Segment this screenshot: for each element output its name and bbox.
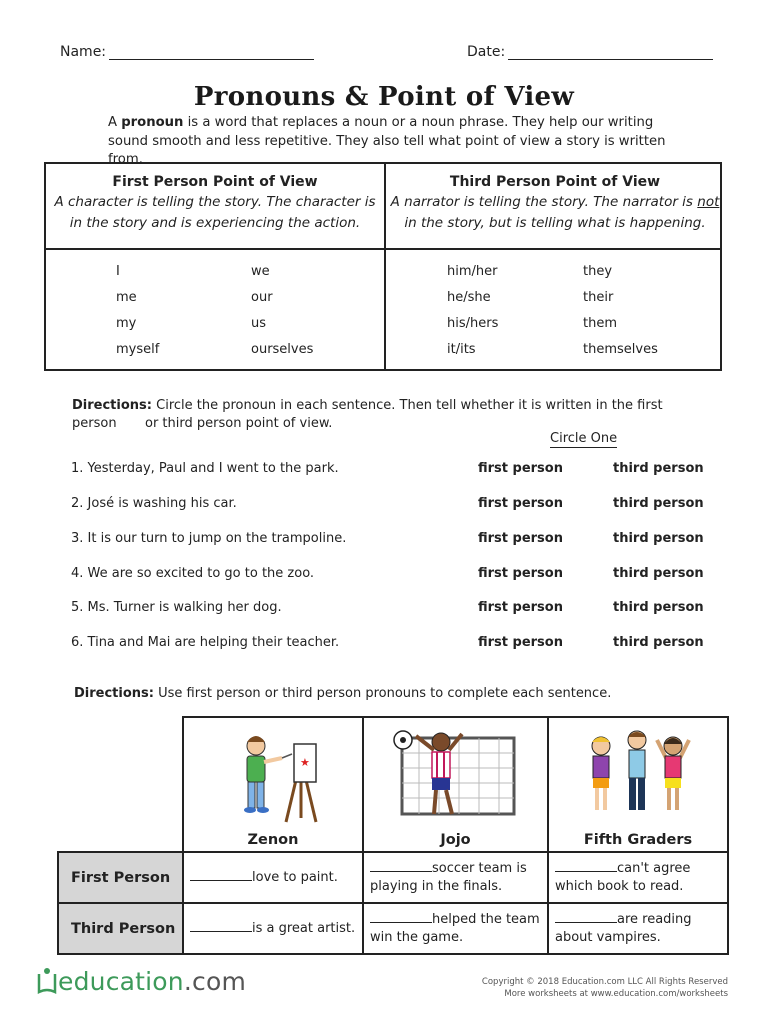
pronoun-word: our bbox=[251, 290, 273, 305]
sentence-text: can't agree which book to read. bbox=[555, 861, 691, 894]
third-desc-b: in the story, but is telling what is happening. bbox=[404, 215, 706, 231]
pronoun-word: us bbox=[251, 316, 267, 331]
first-person-option[interactable]: first person bbox=[478, 461, 563, 476]
fill-cell bbox=[183, 903, 363, 954]
first-person-option[interactable]: first person bbox=[478, 566, 563, 581]
directions-text: Circle the pronoun in each sentence. Then tell whether it is written in the first person bbox=[72, 398, 663, 431]
intro-suffix: is a word that replaces a noun or a noun phrase. They help our writing sound smooth and less repetitive. They also tell what point of view a story is written from. bbox=[108, 115, 666, 167]
date-label: Date: bbox=[467, 44, 506, 60]
circle-one-label: Circle One bbox=[550, 431, 618, 446]
jojo-caption: Jojo bbox=[440, 832, 471, 848]
first-person-option[interactable]: first person bbox=[478, 635, 563, 650]
answer-blank[interactable] bbox=[370, 859, 432, 872]
pronoun-word: my bbox=[116, 316, 137, 331]
question-text: 6. Tina and Mai are helping their teacher. bbox=[71, 635, 340, 650]
first-person-desc: A character is telling the story. The character is in the story and is experiencing the action. bbox=[54, 194, 376, 231]
date-input-line[interactable] bbox=[508, 45, 713, 60]
pronoun-word: them bbox=[583, 316, 617, 331]
directions-text: Use first person or third person pronouns to complete each sentence. bbox=[158, 686, 612, 701]
more-worksheets-link[interactable]: More worksheets at www.education.com/worksheets bbox=[504, 989, 728, 999]
pronoun-word: me bbox=[116, 290, 137, 305]
fill-cell bbox=[183, 852, 363, 903]
goalie-girl-illustration bbox=[364, 718, 547, 828]
zenon-caption: Zenon bbox=[247, 832, 299, 848]
fill-cell bbox=[363, 903, 548, 954]
sentence-text: are reading about vampires. bbox=[555, 912, 692, 945]
first-person-option[interactable]: first person bbox=[478, 531, 563, 546]
third-person-title: Third Person Point of View bbox=[449, 174, 661, 190]
intro-prefix: A bbox=[108, 115, 122, 130]
page-title: Pronouns & Point of View bbox=[193, 82, 575, 112]
copyright-text: Copyright © 2018 Education.com LLC All Rights Reserved bbox=[481, 977, 728, 987]
sentence-text: soccer team is playing in the finals. bbox=[370, 861, 527, 894]
third-person-option[interactable]: third person bbox=[613, 496, 704, 511]
question-text: 5. Ms. Turner is walking her dog. bbox=[71, 600, 282, 615]
pronoun-word: him/her bbox=[447, 264, 498, 279]
question-text: 4. We are so excited to go to the zoo. bbox=[71, 566, 315, 581]
pronoun-word: their bbox=[583, 290, 614, 305]
fill-cell bbox=[363, 852, 548, 903]
fifth-graders-picture-cell bbox=[548, 717, 728, 852]
third-person-header bbox=[386, 172, 724, 234]
empty-corner bbox=[58, 717, 183, 852]
footer-copyright bbox=[482, 976, 728, 1000]
third-person-row-label: Third Person bbox=[58, 903, 183, 954]
answer-blank[interactable] bbox=[190, 919, 252, 932]
first-person-row-label: First Person bbox=[58, 852, 183, 903]
third-desc-underlined: not bbox=[697, 194, 720, 210]
pronoun-word: myself bbox=[116, 342, 160, 357]
table-divider bbox=[46, 248, 720, 250]
zenon-picture-cell bbox=[183, 717, 363, 852]
answer-blank[interactable] bbox=[555, 859, 617, 872]
directions-label: Directions: bbox=[72, 398, 152, 413]
first-person-header bbox=[46, 172, 384, 234]
sentence-text: is a great artist. bbox=[252, 921, 356, 936]
answer-blank[interactable] bbox=[190, 868, 252, 881]
logo-dotcom: .com bbox=[183, 967, 246, 996]
jojo-picture-cell bbox=[363, 717, 548, 852]
directions-complete bbox=[74, 685, 611, 703]
third-person-option[interactable]: third person bbox=[613, 566, 704, 581]
pronoun-word: they bbox=[583, 264, 613, 279]
first-person-title: First Person Point of View bbox=[112, 174, 318, 190]
pronoun-word: I bbox=[116, 264, 120, 279]
name-label: Name: bbox=[60, 44, 107, 60]
first-person-option[interactable]: first person bbox=[478, 600, 563, 615]
pronoun-word: themselves bbox=[583, 342, 658, 357]
fill-cell bbox=[548, 903, 728, 954]
sentence-text: helped the team win the game. bbox=[370, 912, 540, 945]
third-person-option[interactable]: third person bbox=[613, 531, 704, 546]
book-icon bbox=[36, 966, 58, 994]
pov-table bbox=[44, 162, 722, 371]
pronoun-word: it/its bbox=[447, 342, 476, 357]
svg-text:★: ★ bbox=[300, 756, 310, 769]
third-desc-a: A narrator is telling the story. The narrator is bbox=[390, 194, 698, 210]
question-text: 2. José is washing his car. bbox=[71, 496, 237, 511]
name-input-line[interactable] bbox=[109, 45, 314, 60]
painter-boy-illustration bbox=[184, 718, 362, 828]
intro-bold-term: pronoun bbox=[121, 115, 184, 130]
pronoun-word: we bbox=[251, 264, 270, 279]
three-kids-illustration bbox=[549, 718, 727, 828]
question-text: 1. Yesterday, Paul and I went to the park. bbox=[71, 461, 339, 476]
fill-cell bbox=[548, 852, 728, 903]
sentence-text: love to paint. bbox=[252, 870, 338, 885]
third-person-option[interactable]: third person bbox=[613, 600, 704, 615]
education-logo[interactable] bbox=[36, 966, 246, 996]
fifth-graders-caption: Fifth Graders bbox=[583, 832, 693, 848]
third-person-option[interactable]: third person bbox=[613, 635, 704, 650]
date-field-row bbox=[467, 44, 713, 60]
question-text: 3. It is our turn to jump on the trampoline. bbox=[71, 531, 347, 546]
fill-in-table bbox=[57, 716, 729, 955]
directions-label: Directions: bbox=[74, 686, 154, 701]
pronoun-word: he/she bbox=[447, 290, 491, 305]
directions-circle-cont: or third person point of view. bbox=[145, 416, 333, 431]
pronoun-word: ourselves bbox=[251, 342, 314, 357]
third-person-option[interactable]: third person bbox=[613, 461, 704, 476]
name-field-row bbox=[60, 44, 314, 60]
third-person-desc bbox=[386, 192, 724, 234]
logo-text: education bbox=[58, 967, 184, 996]
pronoun-word: his/hers bbox=[447, 316, 499, 331]
first-person-option[interactable]: first person bbox=[478, 496, 563, 511]
answer-blank[interactable] bbox=[370, 910, 432, 923]
answer-blank[interactable] bbox=[555, 910, 617, 923]
